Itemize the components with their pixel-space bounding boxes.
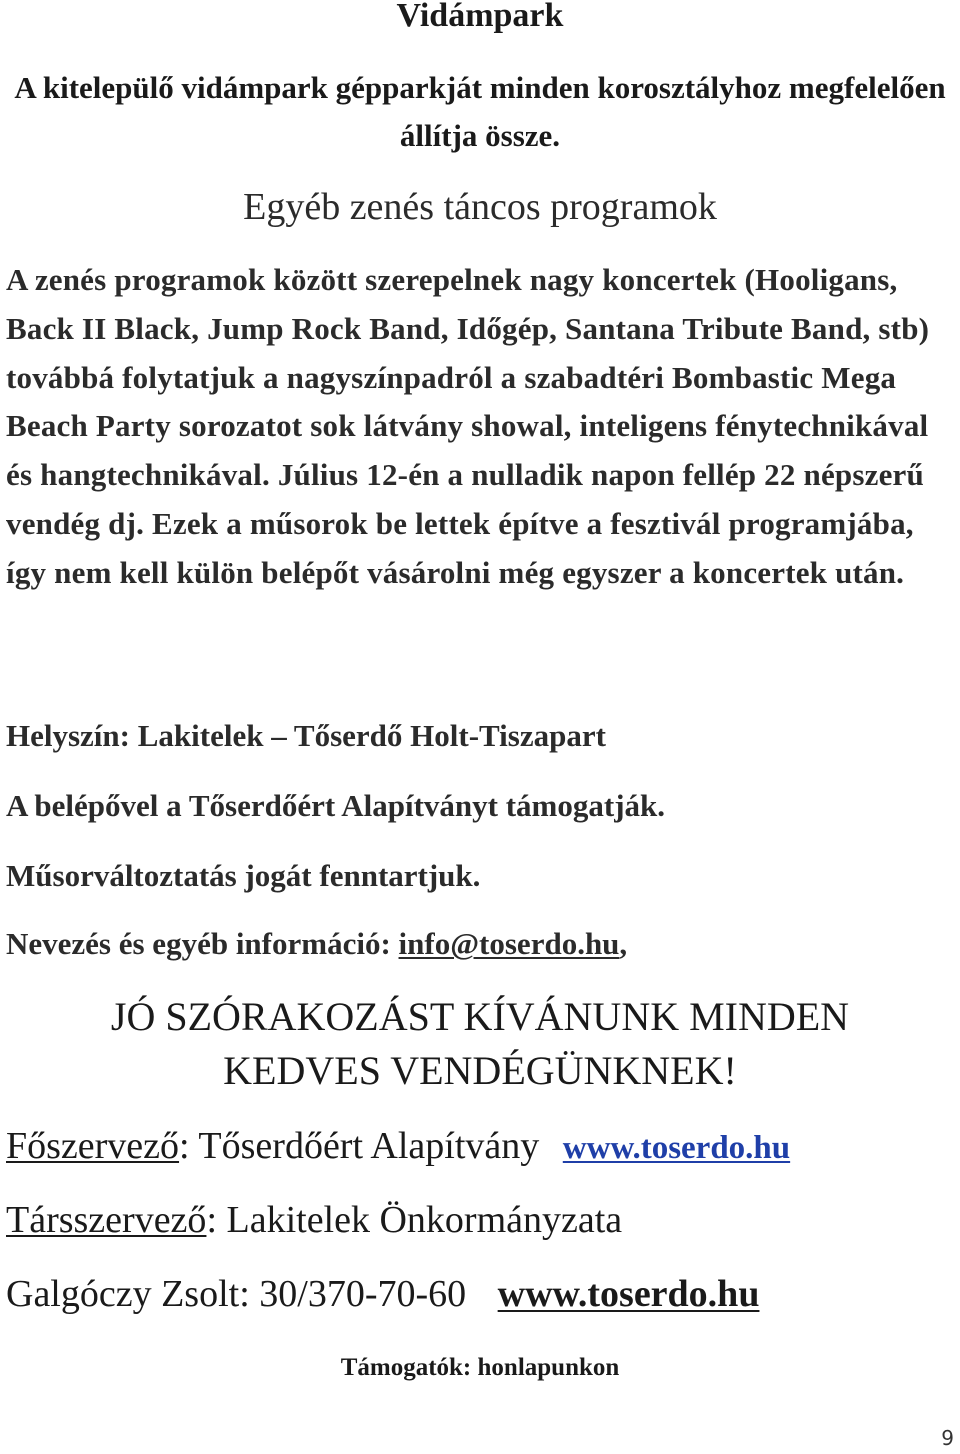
location-line: Helyszín: Lakitelek – Tőserdő Holt-Tiszapart [6,718,606,753]
info-line [6,924,956,964]
program-description: A zenés programok között szerepelnek nagy koncertek (Hooligans, Back II Black, Jump Rock Band, Időgép, Santana Tribute Band, stb) továbbá folytatjuk a nagyszínpadról a szabadtéri Bombastic Mega Beach Party sorozatot sok látvány showal, inteligens fénytechnikával és hangtechnikával. Július 12-én a nulladik napon fellép 22 népszerű vendég dj. Ezek a műsorok be lettek építve a fesztivál programjába, így nem kell külön belépőt vásárolni még egyszer a koncertek után. [6,262,930,590]
page-title: Vidámpark [396,0,564,34]
sponsors-line: Támogatók: honlapunkon [340,1354,620,1381]
closing-message [0,990,960,1098]
intro-text: A kitelepülő vidámpark gépparkját minden korosztályhoz megfelelően állítja össze. [14,70,946,153]
support-line: A belépővel a Tőserdőért Alapítványt támogatják. [6,788,666,823]
contact-website-link[interactable]: www.toserdo.hu [497,1273,760,1315]
closing-line-2: KEDVES VENDÉGÜNKNEK! [223,1048,737,1093]
section-heading: Egyéb zenés táncos programok [243,186,717,228]
rights-line: Műsorváltoztatás jogát fenntartjuk. [6,858,481,893]
organizer-website-link[interactable]: www.toserdo.hu [562,1130,791,1166]
info-email-link[interactable]: info@toserdo.hu [398,926,620,961]
co-organizer-label: Társszervező [6,1199,207,1241]
info-suffix: , [619,926,628,961]
closing-line-1: JÓ SZÓRAKOZÁST KÍVÁNUNK MINDEN [110,994,850,1039]
organizer-value: : Tőserdőért Alapítvány [179,1125,540,1167]
page-number: 9 [941,1426,954,1450]
contact-name-phone: Galgóczy Zsolt: 30/370-70-60 [6,1273,467,1315]
info-label: Nevezés és egyéb információ: [6,926,399,961]
co-organizer-value: : Lakitelek Önkormányzata [206,1199,623,1241]
co-organizer-line [6,1198,622,1242]
contact-line [6,1272,759,1316]
organizer-line [6,1124,790,1170]
organizer-label: Főszervező [6,1125,180,1167]
